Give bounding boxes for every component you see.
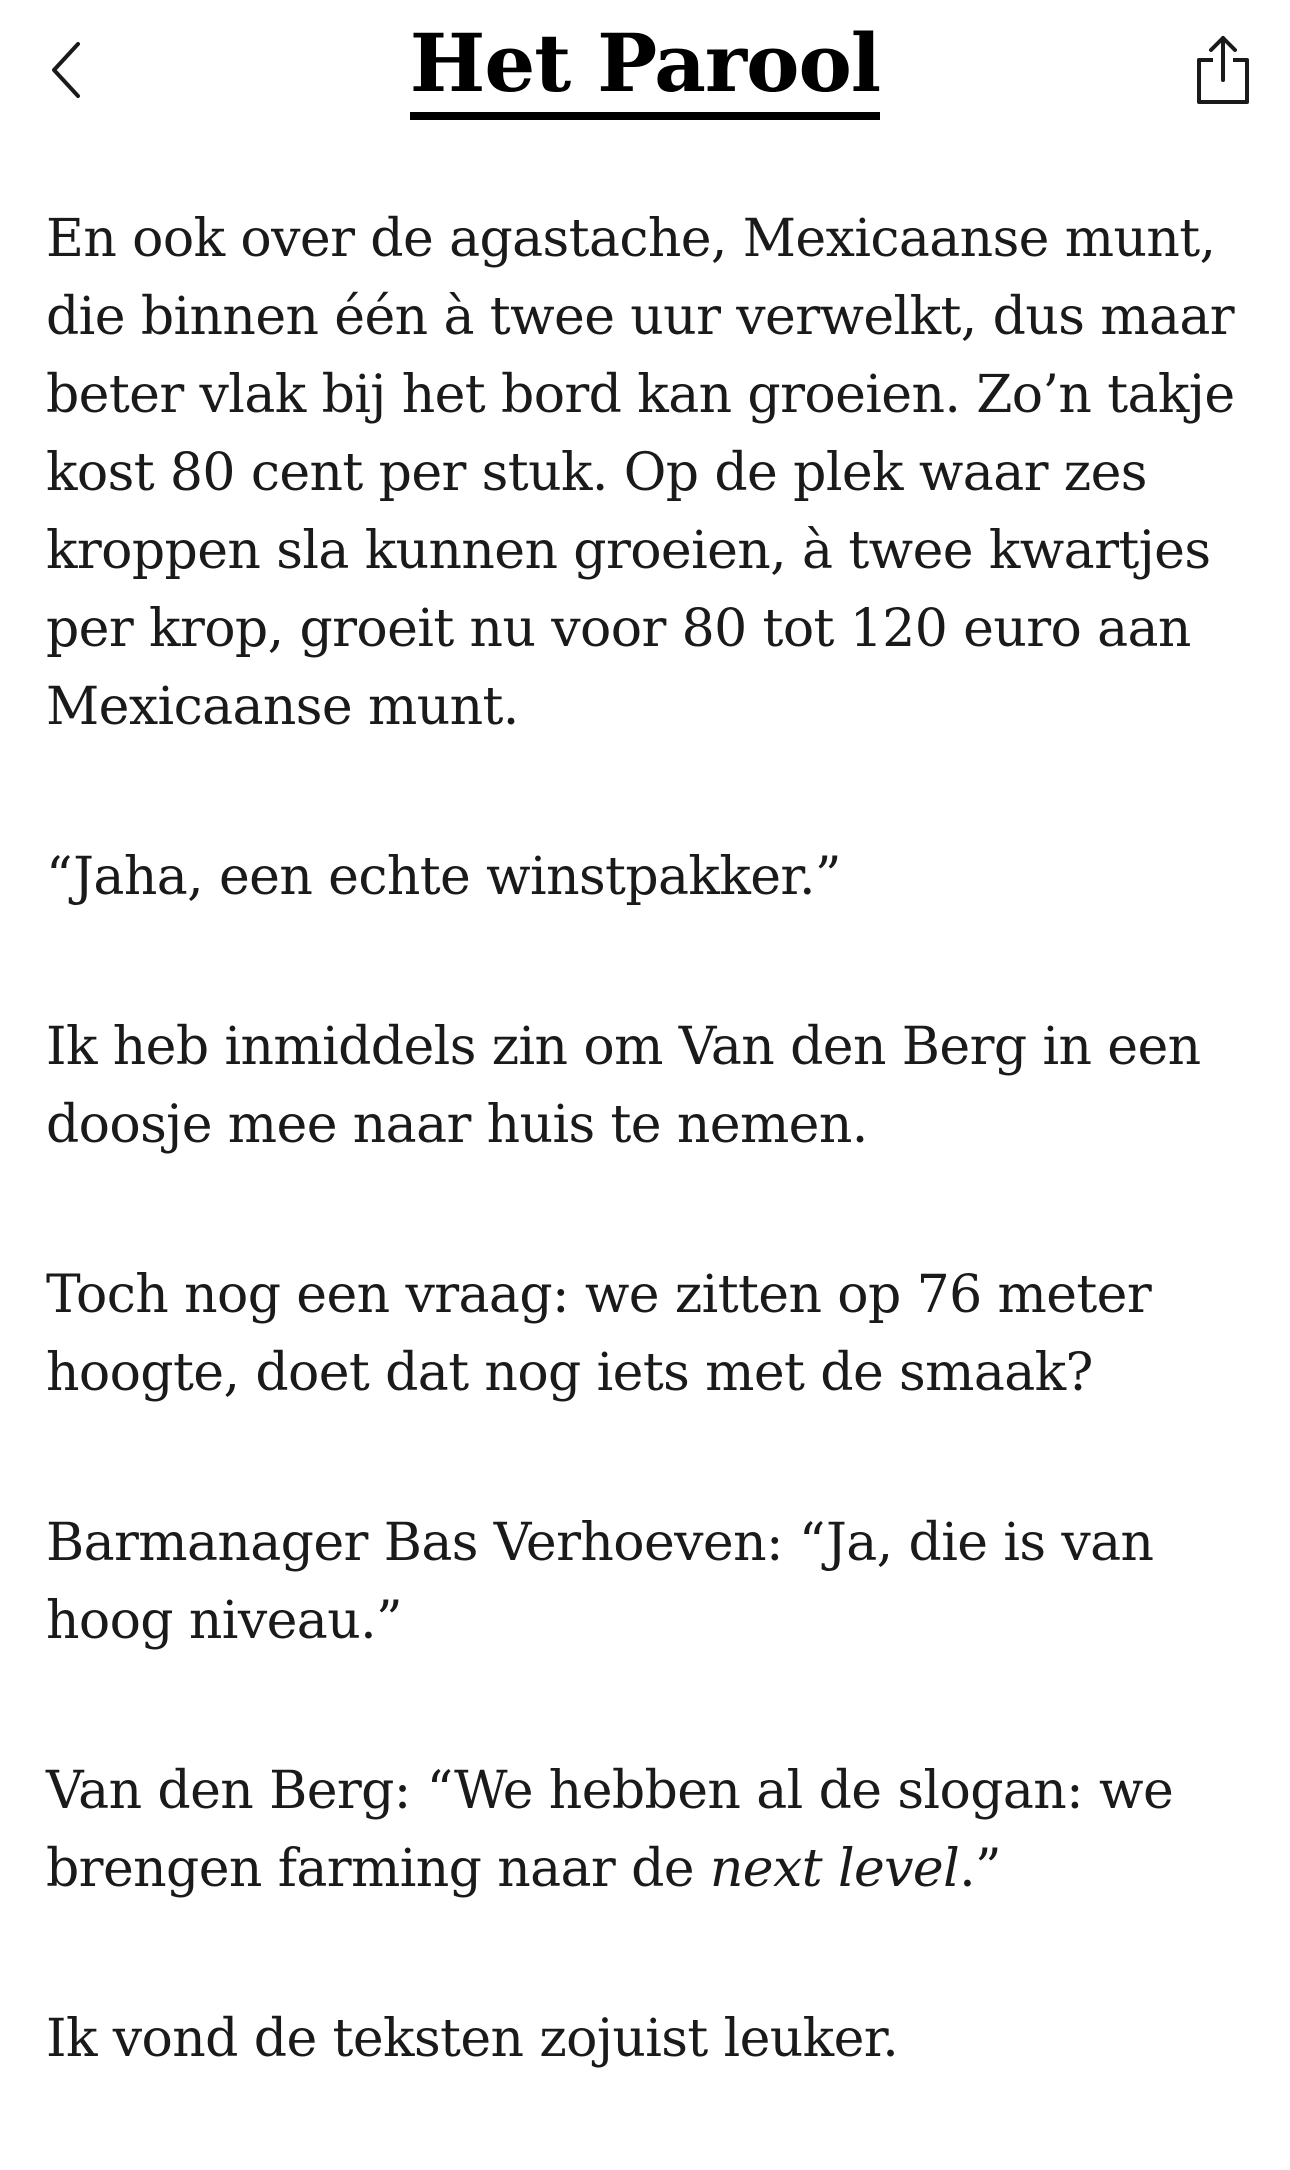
paragraph-text: Van den Berg: “We hebben al de slogan: we brengen farming naar de <box>46 1761 1174 1899</box>
brand-logo[interactable] <box>0 8 1290 120</box>
brand-title: Het Parool <box>410 14 880 120</box>
article-paragraph: Ik vond de teksten zojuist leuker. <box>46 2009 899 2069</box>
article-paragraph: Ik heb inmiddels zin om Van den Berg in een doosje mee naar huis te nemen. <box>46 1017 1201 1155</box>
article-paragraph: “Jaha, een echte winstpakker.” <box>46 847 841 907</box>
article-paragraph: Toch nog een vraag: we zitten op 76 meter hoogte, doet dat nog iets met de smaak? <box>46 1265 1152 1403</box>
article-body <box>46 200 1256 2170</box>
italic-text: next level <box>709 1839 960 1899</box>
top-navigation-bar <box>0 0 1290 130</box>
article-paragraph: Barmanager Bas Verhoeven: “Ja, die is van hoog niveau.” <box>46 1513 1154 1651</box>
share-button[interactable] <box>1188 30 1258 110</box>
share-icon <box>1195 34 1251 106</box>
paragraph-text: .” <box>959 1839 1002 1899</box>
article-paragraph <box>46 1752 1256 1908</box>
article-paragraph: En ook over de agastache, Mexicaanse munt, die binnen één à twee uur verwelkt, dus maar beter vlak bij het bord kan groeien. Zo’n takje kost 80 cent per stuk. Op de plek waar zes kroppen sla kunnen groeien, à twee kwartjes per krop, groeit nu voor 80 tot 120 euro aan Mexicaanse munt. <box>46 209 1235 737</box>
